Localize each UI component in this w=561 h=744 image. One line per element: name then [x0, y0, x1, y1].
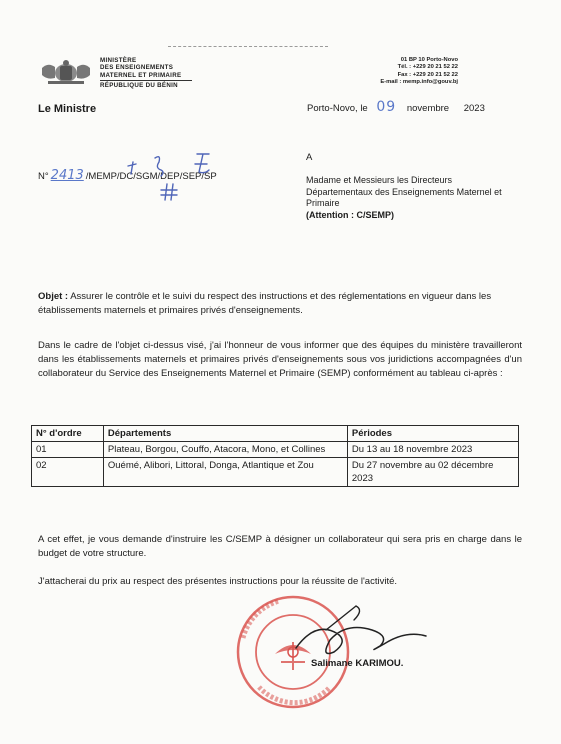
body-paragraph: Dans le cadre de l'objet ci-dessus visé, j'ai l'honneur de vous informer que des équipes du ministère travailleront dans les établissements maternels et primaires privés d'enseignements sous vos juridictions accompagnées d'un collaborateur du Service des Enseignements Maternel et Primaire (SEMP) conformément au tableau ci-après : [38, 340, 522, 379]
ministry-header [100, 57, 192, 89]
header-separator [100, 80, 192, 81]
date-month: novembre [406, 103, 450, 114]
table-row [32, 458, 519, 487]
table-header-row [32, 426, 519, 442]
table-header-cell: N° d'ordre [32, 426, 104, 442]
table-header-cell: Départements [103, 426, 347, 442]
initials-scribble-icon [115, 150, 225, 202]
recipient-attention: (Attention : C/SEMP) [306, 209, 394, 220]
ministry-line: DES ENSEIGNEMENTS [100, 64, 174, 72]
table-cell: Plateau, Borgou, Couffo, Atacora, Mono, et Collines [103, 442, 347, 458]
subject-text: Assurer le contrôle et le suivi du respect des instructions et des réglementations en vigueur dans les établissements maternels et primaires privés d'enseignements. [38, 291, 492, 316]
table-cell: Ouémé, Alibori, Littoral, Donga, Atlantique et Zou [103, 458, 347, 487]
recipient-block [306, 175, 528, 221]
ministry-line: MINISTÈRE [100, 57, 137, 64]
date-year: 2023 [463, 103, 485, 114]
ministry-line: MATERNEL ET PRIMAIRE [100, 71, 182, 79]
recipient-line: Départementaux des Enseignements Maternel et [306, 186, 502, 197]
signatory-name: Salimane KARIMOU. [311, 658, 404, 669]
coat-of-arms-icon [38, 58, 94, 86]
table-cell: Du 13 au 18 novembre 2023 [347, 442, 518, 458]
contact-line: Fax : +229 20 21 52 22 [397, 71, 458, 78]
table-cell: 02 [32, 458, 104, 487]
recipient-line: Madame et Messieurs les Directeurs [306, 175, 453, 185]
recipient-line: Primaire [306, 198, 340, 208]
date-place: Porto-Novo, le [307, 103, 368, 114]
reference-suffix: /MEMP/DC/SGM/DEP/SEP/SP [85, 171, 217, 182]
schedule-table [31, 425, 519, 487]
table-row [32, 442, 519, 458]
contact-line: Tél. : +229 20 21 52 22 [397, 64, 458, 71]
contact-block [330, 57, 458, 87]
contact-line: 01 BP 10 Porto-Novo [400, 57, 458, 63]
subject-paragraph [38, 290, 522, 318]
closing-paragraph-2: J'attacherai du prix au respect des présentes instructions pour la réussite de l'activité. [38, 576, 398, 587]
date-line [307, 99, 485, 115]
sender-title: Le Ministre [38, 103, 97, 115]
date-day: 09 [376, 99, 397, 115]
closing-paragraph-1: A cet effet, je vous demande d'instruire les C/SEMP à désigner un collaborateur qui sera pris en charge dans le budget de votre structure. [38, 534, 522, 559]
reference-handwritten-number: 2413 [50, 168, 84, 183]
table-cell: Du 27 novembre au 02 décembre 2023 [347, 458, 518, 487]
subject-label: Objet : [38, 291, 69, 302]
reference-prefix: N° [38, 171, 49, 182]
top-divider [168, 46, 328, 47]
contact-line: E-mail : memp.info@gouv.bj [380, 79, 458, 86]
country-name: RÉPUBLIQUE DU BÉNIN [100, 81, 178, 89]
table-header-cell: Périodes [347, 426, 518, 442]
table-cell: 01 [32, 442, 104, 458]
recipient-prefix: A [306, 152, 313, 163]
